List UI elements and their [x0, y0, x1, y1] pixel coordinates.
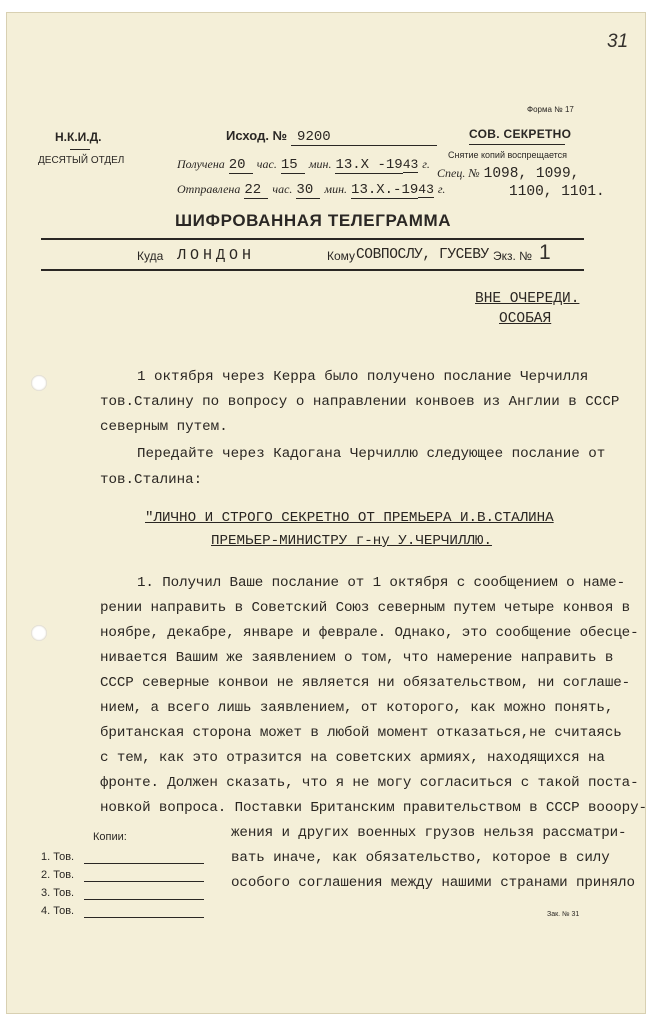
- priority-line1: ВНЕ ОЧЕРЕДИ.: [475, 291, 580, 307]
- divider: [469, 144, 565, 145]
- received-line: [177, 155, 430, 174]
- received-minutes: 15: [281, 157, 305, 174]
- body-line: с тем, как это отразится на советских армиях, находящихся на: [100, 750, 605, 766]
- destination-label: Куда: [137, 249, 164, 263]
- punch-hole: [31, 625, 47, 641]
- sent-minutes-suffix: мин.: [324, 182, 348, 196]
- copies-fill-line: [84, 917, 204, 918]
- sent-label: Отправлена: [177, 182, 241, 196]
- paragraph1-line: 1 октября через Керра было получено послание Черчилля: [137, 369, 589, 385]
- received-minutes-suffix: мин.: [308, 157, 332, 171]
- body-line: СССР северные конвои не является ни обязательством, ни соглаше-: [100, 675, 631, 691]
- special-copies-line1: 1098, 1099,: [483, 166, 580, 182]
- received-hours-suffix: час.: [256, 157, 277, 171]
- copies-item: 2. Тов.: [41, 869, 75, 881]
- paragraph1-line: северным путем.: [100, 419, 228, 435]
- document-title: ШИФРОВАННАЯ ТЕЛЕГРАММА: [175, 211, 452, 230]
- sent-hours-suffix: час.: [272, 182, 293, 196]
- body-line: ноябре, декабре, январе и феврале. Однако, это сообщение обесце-: [100, 625, 639, 641]
- copies-fill-line: [84, 881, 204, 882]
- paragraph2-line: тов.Сталина:: [100, 472, 203, 488]
- destination-value: ЛОНДОН: [177, 247, 256, 264]
- special-copies-line2: 1100, 1101.: [509, 184, 605, 200]
- department: ДЕСЯТЫЙ ОТДЕЛ: [38, 155, 125, 166]
- special-copies: [437, 164, 579, 182]
- copies-fill-line: [84, 899, 204, 900]
- title-rule: [41, 238, 584, 240]
- divider: [70, 149, 90, 150]
- copies-title: Копии:: [93, 831, 127, 843]
- sent-line: [177, 180, 445, 199]
- copy-prohibited-note: Снятие копий воспрещается: [448, 150, 568, 160]
- received-label: Получена: [177, 157, 225, 171]
- outgoing-number: [226, 127, 437, 146]
- paragraph2-line: Передайте через Кадогана Черчиллю следующее послание от: [137, 446, 606, 462]
- sent-date: 13.Х.-19: [351, 182, 419, 198]
- body-line: нием, а всего лишь заявлением, от которого, как можно понять,: [100, 700, 614, 716]
- body-line: британская сторона может в любой момент отказаться,не считаясь: [100, 725, 622, 741]
- paragraph1-line: тов.Сталину по вопросу о направлении конвоев из Англии в СССР: [100, 394, 620, 410]
- copies-item: 4. Тов.: [41, 905, 75, 917]
- received-date: 13.Х -19: [335, 157, 403, 173]
- continuation-line: жения и других военных грузов нельзя рассматри-: [231, 825, 627, 841]
- order-number: Зак. № 31: [547, 911, 580, 918]
- received-year: 43: [402, 157, 419, 172]
- sent-year-suffix: г.: [437, 182, 446, 196]
- continuation-line: особого соглашения между нашими странами приняло: [231, 875, 635, 891]
- sent-minutes: 30: [296, 182, 320, 199]
- sent-year: 43: [418, 182, 434, 197]
- body-line: новкой вопроса. Поставки Британским правительством в СССР вооору-: [100, 800, 647, 816]
- page-number: 31: [607, 31, 629, 52]
- secrecy-label: СОВ. СЕКРЕТНО: [469, 127, 572, 141]
- priority-line2: ОСОБАЯ: [499, 311, 552, 327]
- outgoing-value: 9200: [291, 129, 437, 146]
- copies-item: 3. Тов.: [41, 887, 75, 899]
- message-heading-line1: "ЛИЧНО И СТРОГО СЕКРЕТНО ОТ ПРЕМЬЕРА И.В.СТАЛИНА: [145, 510, 554, 526]
- telegram-sheet: [6, 12, 646, 1014]
- body-line: нивается Вашим же заявлением о том, что намерение направить в: [100, 650, 614, 666]
- copies-item: 1. Тов.: [41, 851, 75, 863]
- body-line: рении направить в Советский Союз северным путем четыре конвоя в: [100, 600, 631, 616]
- body-line: фронте. Должен сказать, что я не могу согласиться с такой поста-: [100, 775, 639, 791]
- form-label: Форма № 17: [527, 105, 574, 114]
- destination-rule: [41, 269, 584, 271]
- recipient-value: СОВПОСЛУ, ГУСЕВУ: [356, 247, 489, 263]
- punch-hole: [31, 375, 47, 391]
- received-year-suffix: г.: [422, 157, 430, 171]
- message-heading-line2: ПРЕМЬЕР-МИНИСТРУ г-ну У.ЧЕРЧИЛЛЮ.: [211, 533, 492, 549]
- continuation-line: вать иначе, как обязательство, которое в силу: [231, 850, 610, 866]
- ministry: Н.К.И.Д.: [55, 130, 102, 144]
- copy-number-value: 1: [539, 241, 551, 264]
- received-hours: 20: [229, 157, 253, 174]
- special-copies-label: Спец. №: [437, 166, 480, 180]
- outgoing-label: Исход. №: [226, 128, 288, 143]
- sent-hours: 22: [244, 182, 268, 199]
- recipient-label: Кому: [327, 249, 356, 263]
- body-line: 1. Получил Ваше послание от 1 октября с сообщением о наме-: [137, 575, 626, 591]
- copy-number-label: Экз. №: [493, 249, 533, 263]
- copies-fill-line: [84, 863, 204, 864]
